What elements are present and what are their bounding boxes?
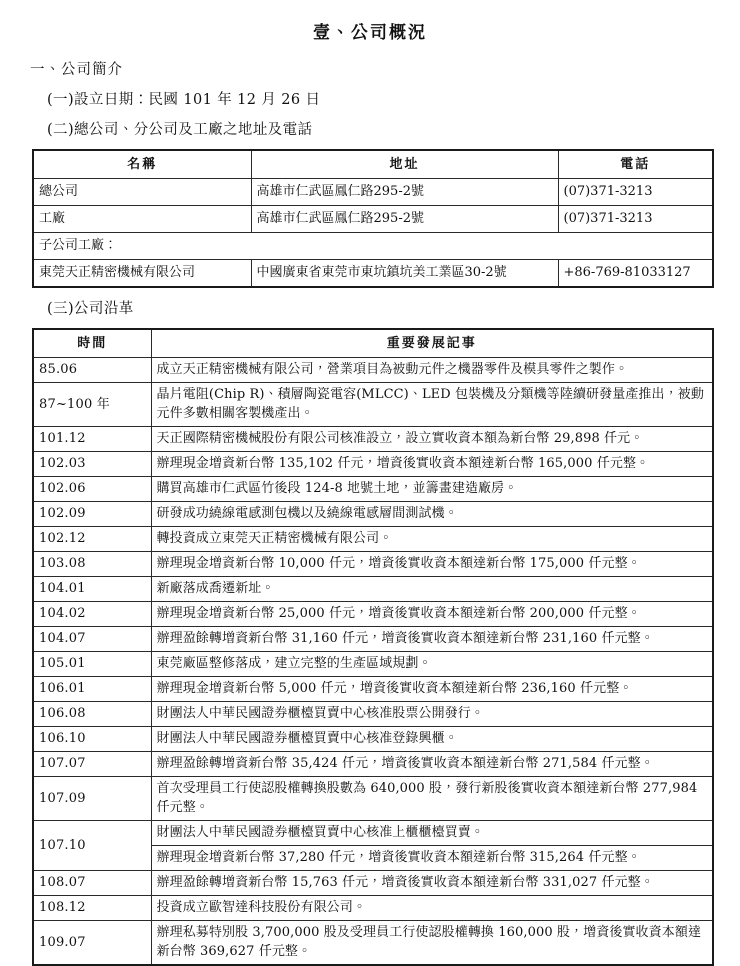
cell-name: 東莞天正精密機械有限公司 [33,260,251,288]
cell-tel: +86-769-81033127 [558,260,713,288]
table-header-row [33,150,713,179]
cell-event: 研發成功繞線電感測包機以及繞線電感層間測試機。 [151,502,713,527]
subsection-heading-addresses: (二)總公司、分公司及工廠之地址及電話 [47,122,313,138]
cell-time: 108.12 [33,896,151,921]
table-row [33,179,713,206]
table-row [33,552,713,577]
subsection-heading-company-history: (三)公司沿革 [47,301,134,317]
cell-time: 106.01 [33,677,151,702]
cell-time: 104.02 [33,602,151,627]
cell-event: 辦理現金增資新台幣 25,000 仟元，增資後實收資本額達新台幣 200,000 仟元整。 [151,602,713,627]
table-row [33,871,713,896]
table-row [33,206,713,233]
table-row [33,677,713,702]
cell-event: 辦理盈餘轉增資新台幣 35,424 仟元，增資後實收資本額達新台幣 271,584 仟元整。 [151,752,713,777]
cell-time: 105.01 [33,652,151,677]
column-header-tel: 電話 [558,150,713,179]
cell-event: 辦理現金增資新台幣 5,000 仟元，增資後實收資本額達新台幣 236,160 仟元整。 [151,677,713,702]
cell-time: 107.07 [33,752,151,777]
table-row [33,652,713,677]
table-row [33,383,713,427]
cell-time: 87~100 年 [33,383,151,427]
table-row [33,602,713,627]
cell-event: 購買高雄市仁武區竹後段 124-8 地號土地，並籌畫建造廠房。 [151,477,713,502]
company-history-table [32,328,714,966]
cell-time: 109.07 [33,921,151,966]
cell-event: 財團法人中華民國證券櫃檯買賣中心核准股票公開發行。 [151,702,713,727]
table-row [33,727,713,752]
table-row [33,477,713,502]
cell-event: 晶片電阻(Chip R)、積層陶瓷電容(MLCC)、LED 包裝機及分類機等陸續研發量產推出，被動元件多數相關客製機產出。 [151,383,713,427]
cell-address: 高雄市仁武區鳳仁路295-2號 [251,179,558,206]
cell-tel: (07)371-3213 [558,206,713,233]
page-title: 壹、公司概況 [313,23,427,43]
subsection-heading-founding-date: (一)設立日期：民國 101 年 12 月 26 日 [47,92,321,108]
cell-name: 工廠 [33,206,251,233]
cell-event: 成立天正精密機械有限公司，營業項目為被動元件之機器零件及模具零件之製作。 [151,358,713,383]
cell-time: 104.07 [33,627,151,652]
table-row [33,452,713,477]
cell-time: 107.09 [33,777,151,821]
cell-event: 辦理現金增資新台幣 10,000 仟元，增資後實收資本額達新台幣 175,000 仟元整。 [151,552,713,577]
table-row [33,260,713,288]
contact-table [32,149,714,288]
cell-event: 辦理盈餘轉增資新台幣 31,160 仟元，增資後實收資本額達新台幣 231,160 仟元整。 [151,627,713,652]
cell-time: 102.06 [33,477,151,502]
cell-event: 新廠落成喬遷新址。 [151,577,713,602]
cell-time: 104.01 [33,577,151,602]
section-heading-company-intro: 一、公司簡介 [30,62,123,78]
cell-time: 102.09 [33,502,151,527]
cell-event: 天正國際精密機械股份有限公司核准設立，設立實收資本額為新台幣 29,898 仟元。 [151,427,713,452]
table-header-row [33,329,713,358]
cell-event: 辦理盈餘轉增資新台幣 15,763 仟元，增資後實收資本額達新台幣 331,027 仟元整。 [151,871,713,896]
cell-time: 102.12 [33,527,151,552]
cell-event: 財團法人中華民國證券櫃檯買賣中心核准上櫃櫃檯買賣。 [151,821,713,846]
table-row [33,896,713,921]
table-row [33,527,713,552]
cell-time: 85.06 [33,358,151,383]
history-table-body [33,358,713,966]
table-row [33,821,713,846]
cell-time: 103.08 [33,552,151,577]
cell-event: 財團法人中華民國證券櫃檯買賣中心核准登錄興櫃。 [151,727,713,752]
cell-time: 106.08 [33,702,151,727]
cell-subsidiary-label: 子公司工廠： [33,233,713,260]
table-row [33,752,713,777]
table-row [33,358,713,383]
column-header-time: 時間 [33,329,151,358]
cell-time: 107.10 [33,821,151,871]
document-page [0,22,740,959]
table-row [33,427,713,452]
cell-name: 總公司 [33,179,251,206]
cell-tel: (07)371-3213 [558,179,713,206]
cell-event: 首次受理員工行使認股權轉換股數為 640,000 股，發行新股後實收資本額達新台幣 277,984 仟元整。 [151,777,713,821]
cell-event: 辦理現金增資新台幣 135,102 仟元，增資後實收資本額達新台幣 165,000 仟元整。 [151,452,713,477]
table-row [33,921,713,966]
cell-event: 投資成立歐智達科技股份有限公司。 [151,896,713,921]
table-row [33,577,713,602]
cell-time: 108.07 [33,871,151,896]
table-row [33,627,713,652]
table-row [33,777,713,821]
column-header-event: 重要發展記事 [151,329,713,358]
cell-time: 101.12 [33,427,151,452]
cell-address: 高雄市仁武區鳳仁路295-2號 [251,206,558,233]
cell-address: 中國廣東省東莞市東坑鎮坑美工業區30-2號 [251,260,558,288]
cell-event: 東莞廠區整修落成，建立完整的生產區域規劃。 [151,652,713,677]
cell-event: 辦理私募特別股 3,700,000 股及受理員工行使認股權轉換 160,000 股，增資後實收資本額達新台幣 369,627 仟元整。 [151,921,713,966]
table-row-subsidiary-label [33,233,713,260]
cell-time: 106.10 [33,727,151,752]
cell-event: 辦理現金增資新台幣 37,280 仟元，增資後實收資本額達新台幣 315,264 仟元整。 [151,846,713,871]
column-header-name: 名稱 [33,150,251,179]
table-row [33,702,713,727]
column-header-address: 地址 [251,150,558,179]
cell-time: 102.03 [33,452,151,477]
cell-event: 轉投資成立東莞天正精密機械有限公司。 [151,527,713,552]
table-row [33,502,713,527]
